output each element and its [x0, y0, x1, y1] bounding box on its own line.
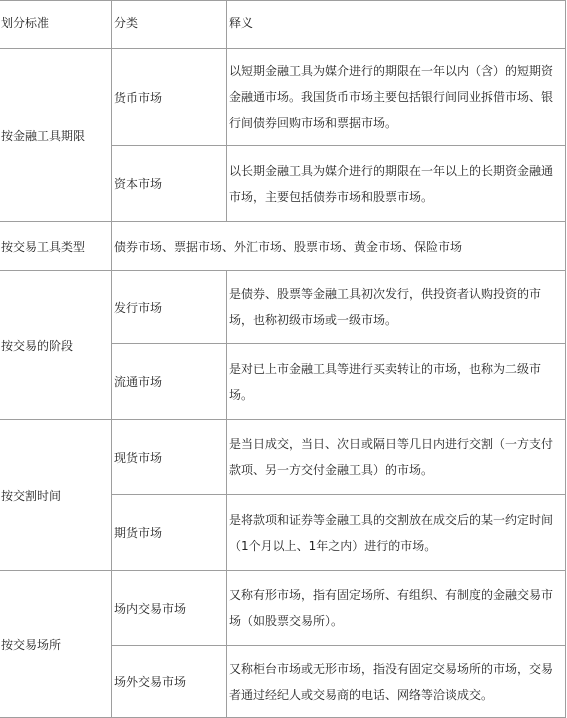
- category-cell: 资本市场: [112, 146, 227, 222]
- definition-cell: 是对已上市金融工具等进行买卖转让的市场，也称为二级市场。: [227, 344, 566, 420]
- definition-cell: 是债券、股票等金融工具初次发行，供投资者认购投资的市场，也称初级市场或一级市场。: [227, 271, 566, 344]
- definition-cell: 又称有形市场，指有固定场所、有组织、有制度的金融交易市场（如股票交易所）。: [227, 571, 566, 646]
- table-row: [0, 420, 566, 495]
- criterion-cell: 按金融工具期限: [0, 49, 112, 222]
- criterion-cell: 按交易工具类型: [0, 222, 112, 271]
- header-criterion: 划分标准: [0, 1, 112, 49]
- category-cell: 发行市场: [112, 271, 227, 344]
- criterion-cell: 按交易的阶段: [0, 271, 112, 420]
- definition-cell: 以短期金融工具为媒介进行的期限在一年以内（含）的短期资金融通市场。我国货币市场主要包括银行间同业拆借市场、银行间债券回购市场和票据市场。: [227, 49, 566, 146]
- definition-cell: 以长期金融工具为媒介进行的期限在一年以上的长期资金融通市场，主要包括债券市场和股票市场。: [227, 146, 566, 222]
- header-definition: 释义: [227, 1, 566, 49]
- category-cell: 现货市场: [112, 420, 227, 495]
- table-row: [0, 271, 566, 344]
- header-category: 分类: [112, 1, 227, 49]
- category-cell: 流通市场: [112, 344, 227, 420]
- category-cell: 货币市场: [112, 49, 227, 146]
- merged-category-cell: 债券市场、票据市场、外汇市场、股票市场、黄金市场、保险市场: [112, 222, 566, 271]
- table-row: [0, 49, 566, 146]
- definition-cell: 是当日成交，当日、次日或隔日等几日内进行交割（一方支付款项、另一方交付金融工具）的市场。: [227, 420, 566, 495]
- table-row: [0, 571, 566, 646]
- criterion-cell: 按交割时间: [0, 420, 112, 571]
- category-cell: 场内交易市场: [112, 571, 227, 646]
- category-cell: 期货市场: [112, 495, 227, 571]
- table-row: [0, 222, 566, 271]
- category-cell: 场外交易市场: [112, 646, 227, 718]
- definition-cell: 是将款项和证券等金融工具的交割放在成交后的某一约定时间（1个月以上、1年之内）进行的市场。: [227, 495, 566, 571]
- criterion-cell: 按交易场所: [0, 571, 112, 718]
- table-header-row: [0, 1, 566, 49]
- definition-cell: 又称柜台市场或无形市场，指没有固定交易场所的市场，交易者通过经纪人或交易商的电话、网络等洽谈成交。: [227, 646, 566, 718]
